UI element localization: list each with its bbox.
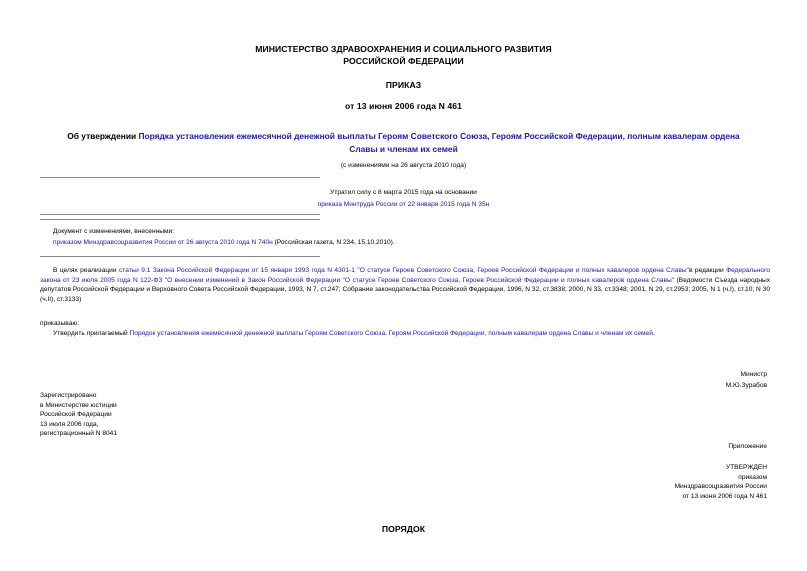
appendix-approved: УТВЕРЖДЕН [725,464,767,471]
federal-law-link[interactable]: Федерального закона от 23 июля 2005 года N 122-ФЗ "О внесении изменений в Закон Российской Федерации "О статусе Героев Советского Союза, Героев Российской Федерации и полных кавалеров ордена Славы" [40,267,770,284]
amendment-note: (с изменениями на 26 августа 2010 года) [340,162,467,169]
preamble-paragraph [40,266,770,304]
law-article-link[interactable]: статьи 9.1 Закона Российской Федерации от 15 января 1993 года N 4301-1 "О статусе Героев Советского Союза, Героев Российской Федерации и полных кавалеров ордена Славы" [118,267,689,274]
order-text-end: . [652,330,655,337]
registration-line: регистрационный N 8041 [40,430,118,438]
procedure-link[interactable]: Порядок установления ежемесячной денежной выплаты Героям Советского Союза, Героям Российской Федерации, полным кавалерам ордена Славы и членам их семей [129,330,653,337]
appendix-line: Минздравсоцразвития России [674,483,767,491]
registration-line: Российской Федерации [40,411,112,419]
doc-type: ПРИКАЗ [385,80,422,90]
appendix-line: приказом [738,473,767,481]
registration-line: 13 июля 2006 года, [40,420,99,428]
divider [40,256,320,257]
appendix-label: Приложение [728,443,767,450]
appendix-block [675,463,767,501]
changes-line [53,238,395,248]
lost-force-link [0,200,807,210]
preamble-text: (Ведомости Съезда народных депутатов Российской Федерации и Верховного Совета Российской Федерации, 1993, N 7, ст.247; Собрание законодательства Российской Федерации, 1996, N 32, ст.3838; 2000, N 33, ст.3348; 2001, N 29, ст.2953; 2005, N 1 (ч.I), ст.10; N 30 (ч.II), ст.3133) [40,276,770,303]
lost-force-text: Утратил силу с 8 марта 2015 года на основании [330,189,477,196]
divider [40,214,320,215]
title-link-line-1[interactable]: Порядка установления ежемесячной денежной выплаты Героям Советского Союза, Героям Российской Федерации, полным кавалерам ордена [138,131,740,141]
ministry-line-2: РОССИЙСКОЙ ФЕДЕРАЦИИ [343,56,464,66]
appendix-line: от 13 июня 2006 года N 461 [682,492,767,500]
ministry-line-1: МИНИСТЕРСТВО ЗДРАВООХРАНЕНИЯ И СОЦИАЛЬНОГО РАЗВИТИЯ [255,44,552,54]
divider [40,219,320,220]
doc-date-number: от 13 июня 2006 года N 461 [344,101,463,111]
title-link-line-2[interactable]: Славы и членам их семей [349,143,458,154]
title-prefix: Об утверждении [67,131,139,141]
order-label: приказываю: [40,320,80,327]
order-text [53,329,655,339]
registration-line: в Министерстве юстиции [40,401,117,409]
lost-force-order-link[interactable]: приказа Минтруда России от 22 января 2015 года N 35н [317,201,490,208]
preamble-text: В целях реализации [53,267,119,274]
signature-position: Министр [740,371,767,378]
section-title: ПОРЯДОК [381,524,426,534]
signature-name: М.Ю.Зурабов [725,382,767,389]
changes-label: Документ с изменениями, внесенными: [53,228,175,235]
registration-line: Зарегистрировано [40,392,97,399]
changes-source: (Российская газета, N 234, 15.10.2010). [272,239,395,246]
preamble-text: в редакции [688,267,727,274]
registration-block [40,391,117,439]
divider [40,177,320,178]
order-text-start: Утвердить прилагаемый [53,330,130,337]
document-title [40,130,767,155]
changes-order-link[interactable]: приказом Минздравсоцразвития России от 26 августа 2010 года N 740н [53,239,273,246]
